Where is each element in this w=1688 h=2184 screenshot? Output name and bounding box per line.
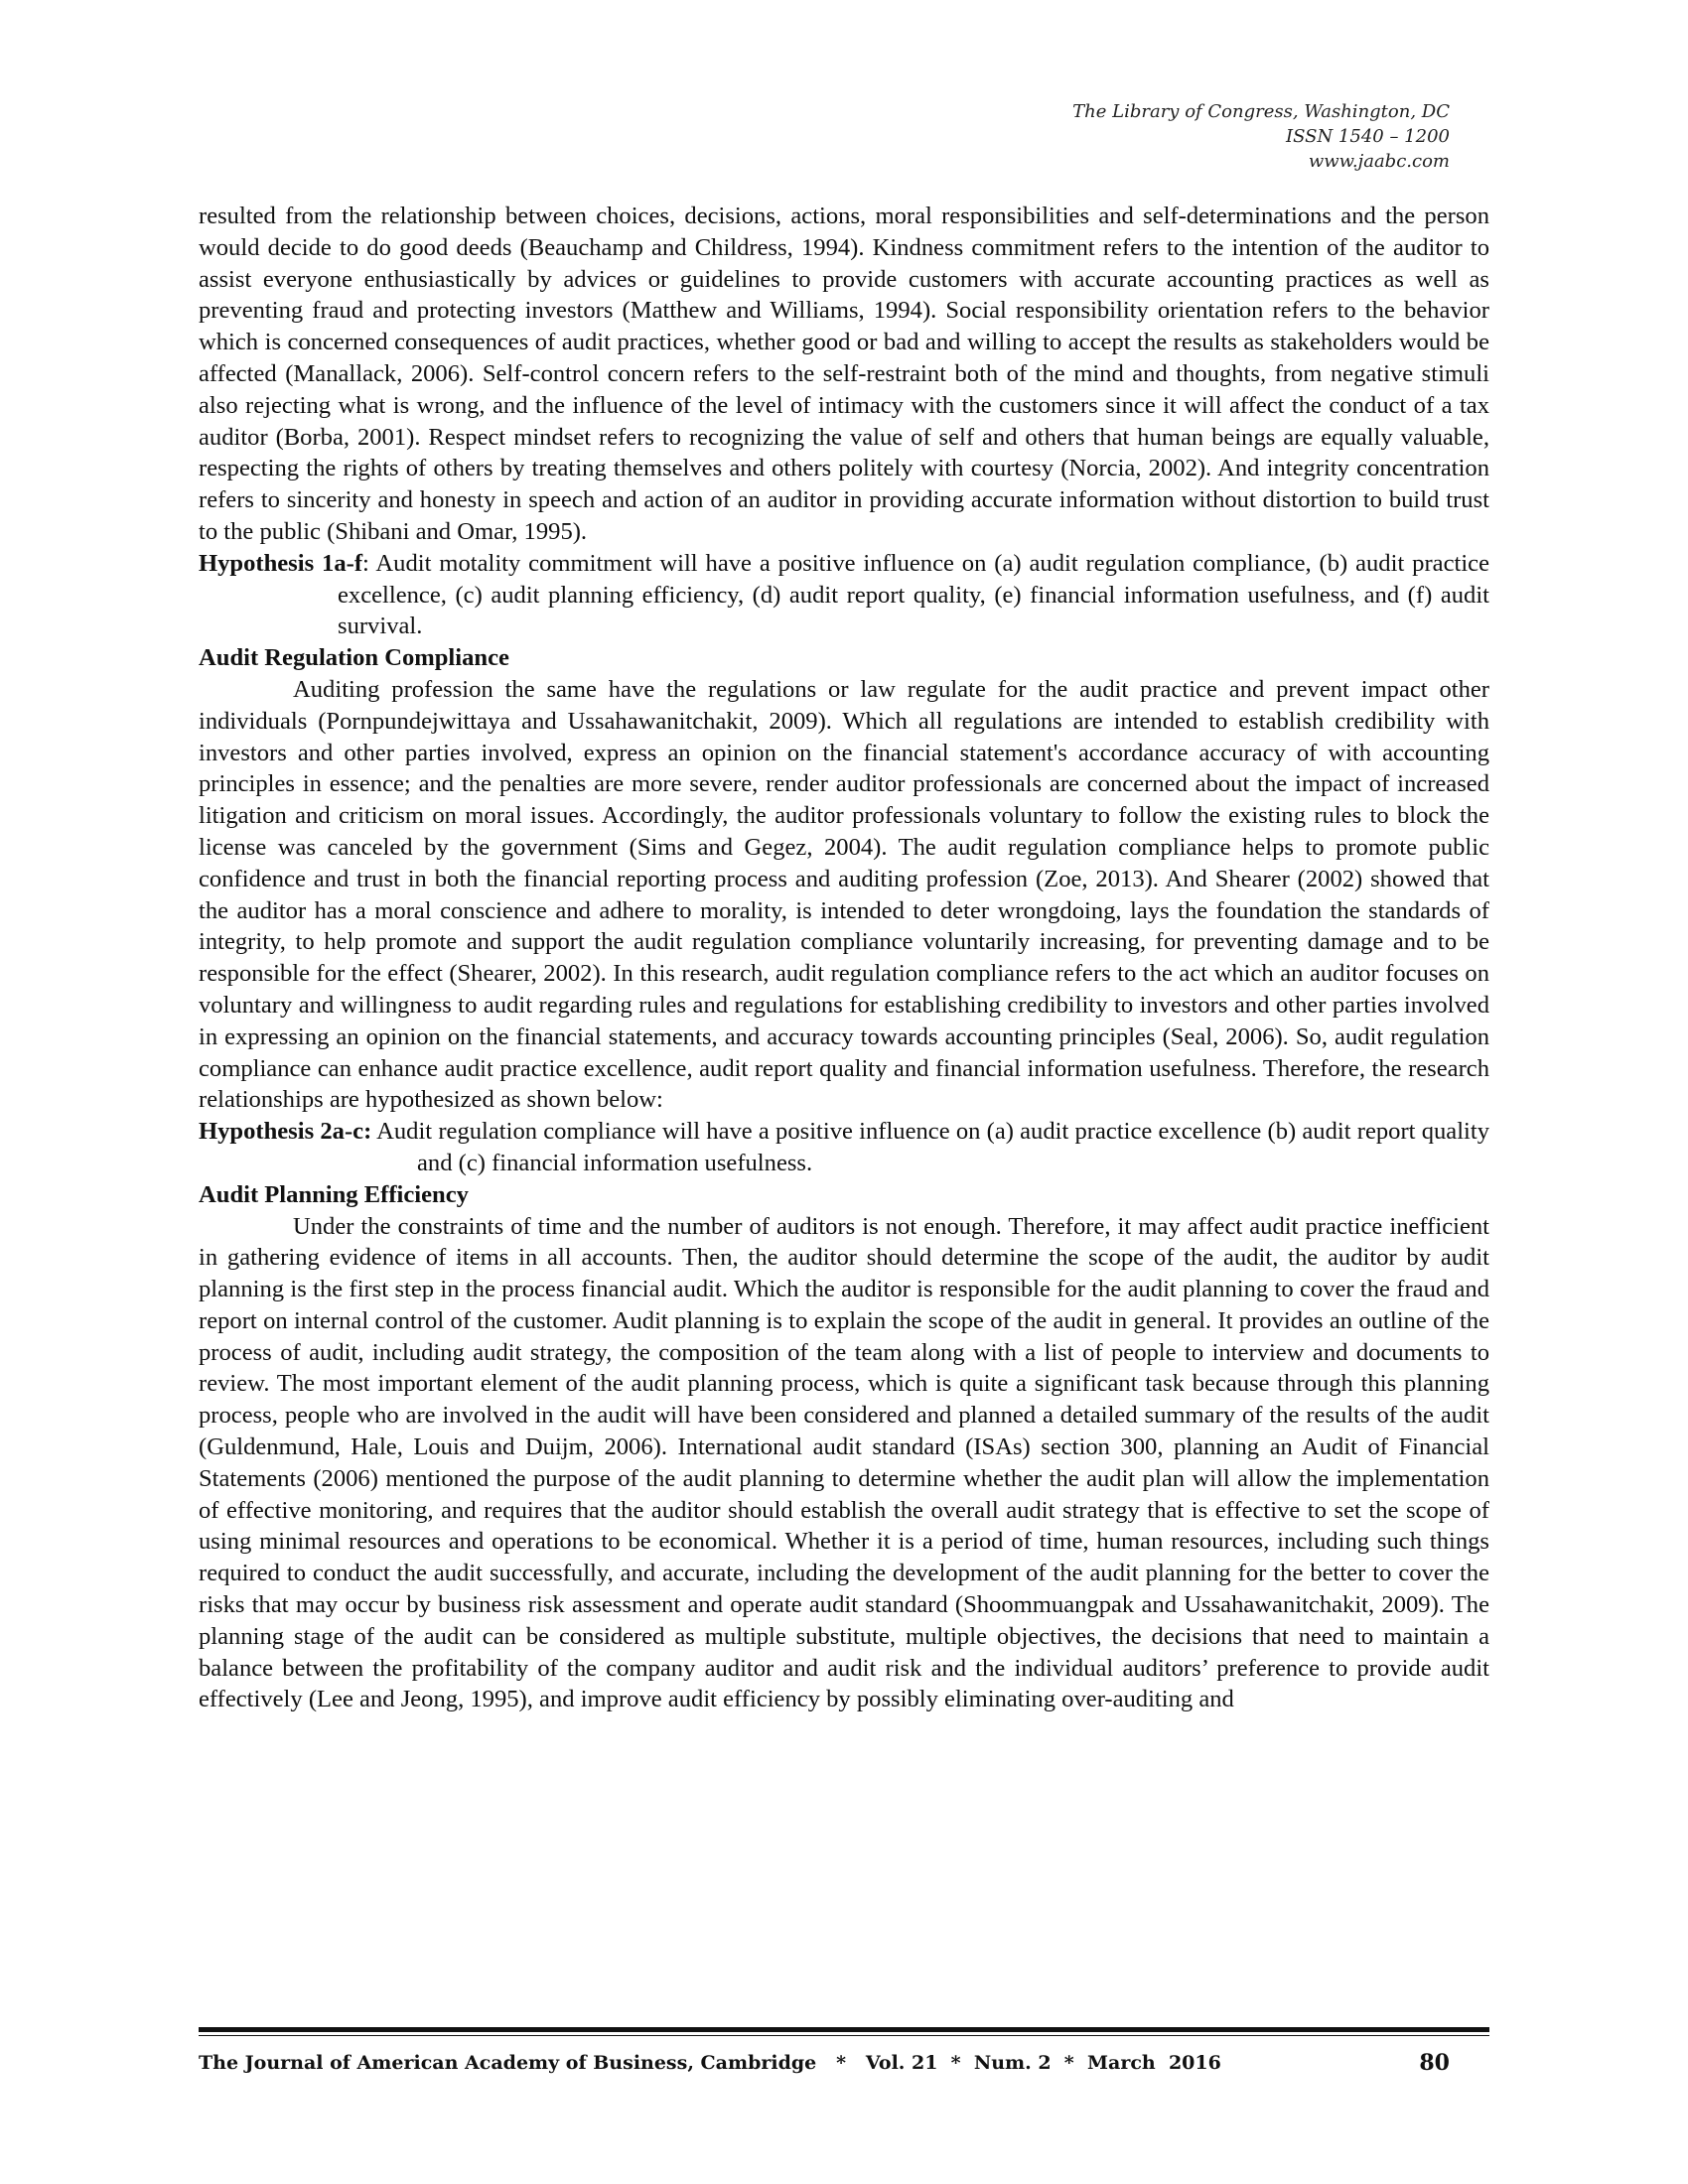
section-heading-audit-planning-efficiency: Audit Planning Efficiency <box>199 1180 469 1208</box>
footer-journal-citation: The Journal of American Academy of Business, Cambridge * Vol. 21 * Num. 2 * March 2016 <box>199 2052 1221 2074</box>
paragraph-audit-regulation-compliance: Auditing profession the same have the regulations or law regulate for the audit practice and prevent impact other individuals (Pornpundejwittaya and Ussahawanitchakit, 2009). Which all regulations are intended to establish credibility with investors and other parties involved, express an opinion on the financial statement's accordance accuracy of with accounting principles in essence; and the penalties are more severe, render auditor professionals are concerned about the impact of increased litigation and criticism on moral issues. Accordingly, the auditor professionals voluntary to follow the existing rules to block the license was canceled by the government (Sims and Gegez, 2004). The audit regulation compliance helps to promote public confidence and trust in both the financial reporting process and auditing profession (Zoe, 2013). And Shearer (2002) showed that the auditor has a moral conscience and adhere to morality, is intended to deter wrongdoing, lays the foundation the standards of integrity, to help promote and support the audit regulation compliance voluntarily increasing, for preventing damage and to be responsible for the effect (Shearer, 2002). In this research, audit regulation compliance refers to the act which an auditor focuses on voluntary and willingness to audit regarding rules and regulations for establishing credibility to investors and other parties involved in expressing an opinion on the financial statements, and accuracy towards accounting principles (Seal, 2006). So, audit regulation compliance can enhance audit practice excellence, audit report quality and financial information usefulness. Therefore, the research relationships are hypothesized as shown below: <box>199 675 1489 1114</box>
footer-text-row <box>199 2050 1489 2076</box>
hypothesis-1-text: : Audit motality commitment will have a positive influence on (a) audit regulation compliance, (b) audit practice excellence, (c) audit planning efficiency, (d) audit report quality, (e) financial information usefulness, and (f) audit survival. <box>338 549 1489 640</box>
header-issn: ISSN 1540 – 1200 <box>1286 126 1450 147</box>
footer-rule-thin <box>199 2035 1489 2036</box>
section-heading-audit-regulation-compliance: Audit Regulation Compliance <box>199 644 509 672</box>
page-number: 80 <box>1419 2050 1450 2076</box>
paragraph-continued: resulted from the relationship between choices, decisions, actions, moral responsibilities and self-determinations and the person would decide to do good deeds (Beauchamp and Childress, 1994). Kindness commitment refers to the intention of the auditor to assist everyone enthusiastically by advices or guidelines to provide customers with accurate accounting practices as well as preventing fraud and protecting investors (Matthew and Williams, 1994). Social responsibility orientation refers to the behavior which is concerned consequences of audit practices, whether good or bad and willing to accept the results as stakeholders would be affected (Manallack, 2006). Self-control concern refers to the self-restraint both of the mind and thoughts, from negative stimuli also rejecting what is wrong, and the influence of the level of intimacy with the customers since it will affect the conduct of a tax auditor (Borba, 2001). Respect mindset refers to recognizing the value of self and others that human beings are equally valuable, respecting the rights of others by treating themselves and others politely with courtesy (Norcia, 2002). And integrity concentration refers to sincerity and honesty in speech and action of an auditor in providing accurate information without distortion to build trust to the public (Shibani and Omar, 1995). <box>199 203 1489 545</box>
paragraph-audit-planning-efficiency: Under the constraints of time and the number of auditors is not enough. Therefore, it may affect audit practice inefficient in gathering evidence of items in all accounts. Then, the auditor should determine the scope of the audit, the auditor by audit planning is the first step in the process financial audit. Which the auditor is responsible for the audit planning to cover the fraud and report on internal control of the customer. Audit planning is to explain the scope of the audit in general. It provides an outline of the process of audit, including audit strategy, the composition of the team along with a list of people to interview and documents to review. The most important element of the audit planning process, which is quite a significant task because through this planning process, people who are involved in the audit will have been considered and planned a detailed summary of the results of the audit (Guldenmund, Hale, Louis and Duijm, 2006). International audit standard (ISAs) section 300, planning an Audit of Financial Statements (2006) mentioned the purpose of the audit planning to determine whether the audit plan will allow the implementation of effective monitoring, and requires that the auditor should establish the overall audit strategy that is effective to set the scope of using minimal resources and operations to be economical. Whether it is a period of time, human resources, including such things required to conduct the audit successfully, and accurate, including the development of the audit planning for the better to cover the risks that may occur by business risk assessment and operate audit standard (Shoommuangpak and Ussahawanitchakit, 2009). The planning stage of the audit can be considered as multiple substitute, multiple objectives, the decisions that need to maintain a balance between the profitability of the company auditor and audit risk and the individual auditors’ preference to provide audit effectively (Lee and Jeong, 1995), and improve audit efficiency by possibly eliminating over-auditing and <box>199 1212 1489 1713</box>
footer-rule-thick <box>199 2027 1489 2032</box>
hypothesis-1-label: Hypothesis 1a-f <box>199 549 363 577</box>
hypothesis-2-text: Audit regulation compliance will have a positive influence on (a) audit practice excellence (b) audit report quality and (c) financial information usefulness. <box>371 1118 1490 1176</box>
header-publisher: The Library of Congress, Washington, DC <box>1072 101 1450 122</box>
article-body <box>199 201 1489 1715</box>
hypothesis-1 <box>199 548 1489 642</box>
page-footer <box>199 2027 1489 2076</box>
running-header <box>854 99 1450 174</box>
header-website: www.jaabc.com <box>1308 151 1450 172</box>
hypothesis-2 <box>199 1116 1489 1179</box>
hypothesis-2-label: Hypothesis 2a-c: <box>199 1118 372 1146</box>
